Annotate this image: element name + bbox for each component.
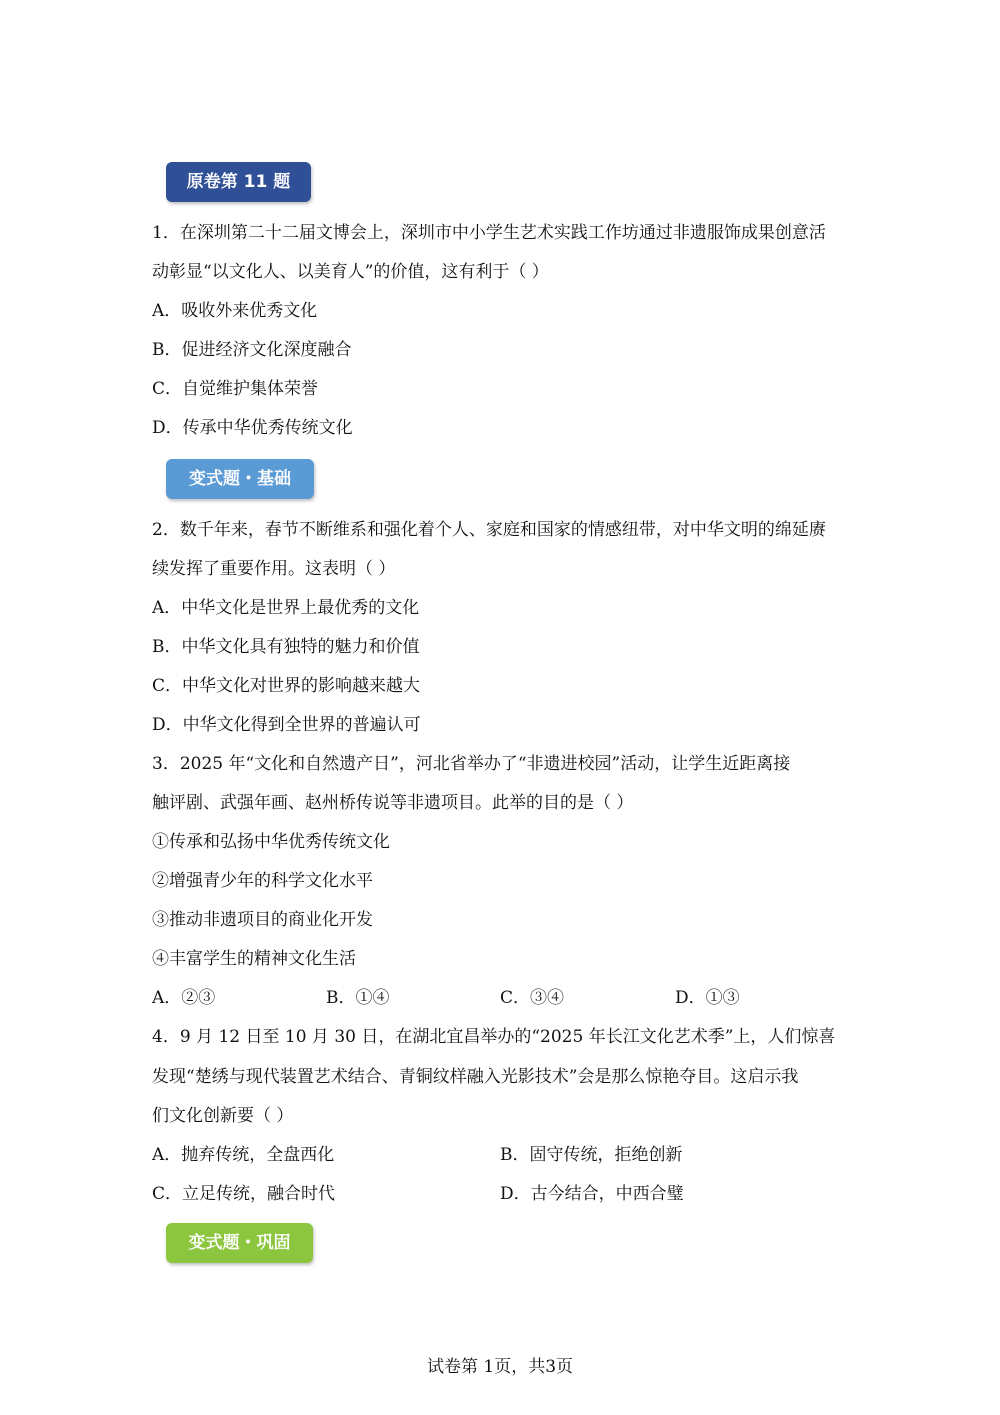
q1-option-b: B．促进经济文化深度融合 [152, 340, 352, 360]
q3-statement-1: ①传承和弘扬中华优秀传统文化 [152, 832, 390, 852]
badge-variant-consolidate: 变式题・巩固 [166, 1223, 313, 1263]
q3-option-a: A．②③ [152, 988, 216, 1008]
q3-option-d: D．①③ [675, 988, 740, 1008]
q1-stem-line-2: 动彰显“以文化人、以美育人”的价值，这有利于（ ） [152, 262, 549, 282]
page-footer: 试卷第 1页，共3页 [426, 1357, 574, 1377]
q2-option-d: D．中华文化得到全世界的普遍认可 [152, 715, 421, 735]
badge-original-question: 原卷第 11 题 [166, 162, 311, 202]
q1-option-d: D．传承中华优秀传统文化 [152, 418, 353, 438]
q4-option-c: C．立足传统，融合时代 [152, 1184, 336, 1204]
q2-stem-line-1: 2．数千年来，春节不断维系和强化着个人、家庭和国家的情感纽带，对中华文明的绵延赓 [152, 520, 826, 540]
q4-option-d: D．古今结合，中西合璧 [500, 1184, 684, 1204]
q1-stem-line-1: 1．在深圳第二十二届文博会上，深圳市中小学生艺术实践工作坊通过非遗服饰成果创意活 [152, 223, 826, 243]
q3-statement-2: ②增强青少年的科学文化水平 [152, 871, 373, 891]
q4-stem-line-2: 发现“楚绣与现代装置艺术结合、青铜纹样融入光影技术”会是那么惊艳夺目。这启示我 [152, 1067, 799, 1087]
q2-option-b: B．中华文化具有独特的魅力和价值 [152, 637, 420, 657]
q4-stem-line-3: 们文化创新要（ ） [152, 1106, 294, 1126]
q1-option-a: A．吸收外来优秀文化 [152, 301, 318, 321]
q2-stem-line-2: 续发挥了重要作用。这表明（ ） [152, 559, 396, 579]
q3-stem-line-1: 3．2025 年“文化和自然遗产日”，河北省举办了“非遗进校园”活动，让学生近距离接 [152, 754, 791, 774]
q3-option-b: B．①④ [326, 988, 390, 1008]
q3-statement-4: ④丰富学生的精神文化生活 [152, 949, 356, 969]
q3-stem-line-2: 触评剧、武强年画、赵州桥传说等非遗项目。此举的目的是（ ） [152, 793, 634, 813]
q4-option-a: A．抛弃传统，全盘西化 [152, 1145, 335, 1165]
badge-variant-basic: 变式题・基础 [166, 459, 314, 499]
q1-option-c: C．自觉维护集体荣誉 [152, 379, 319, 399]
q4-option-b: B．固守传统，拒绝创新 [500, 1145, 683, 1165]
q3-statement-3: ③推动非遗项目的商业化开发 [152, 910, 373, 930]
q2-option-c: C．中华文化对世界的影响越来越大 [152, 676, 421, 696]
q3-option-c: C．③④ [500, 988, 565, 1008]
q2-option-a: A．中华文化是世界上最优秀的文化 [152, 598, 420, 618]
q4-stem-line-1: 4．9 月 12 日至 10 月 30 日，在湖北宜昌举办的“2025 年长江文化艺术季”上，人们惊喜 [152, 1027, 836, 1047]
